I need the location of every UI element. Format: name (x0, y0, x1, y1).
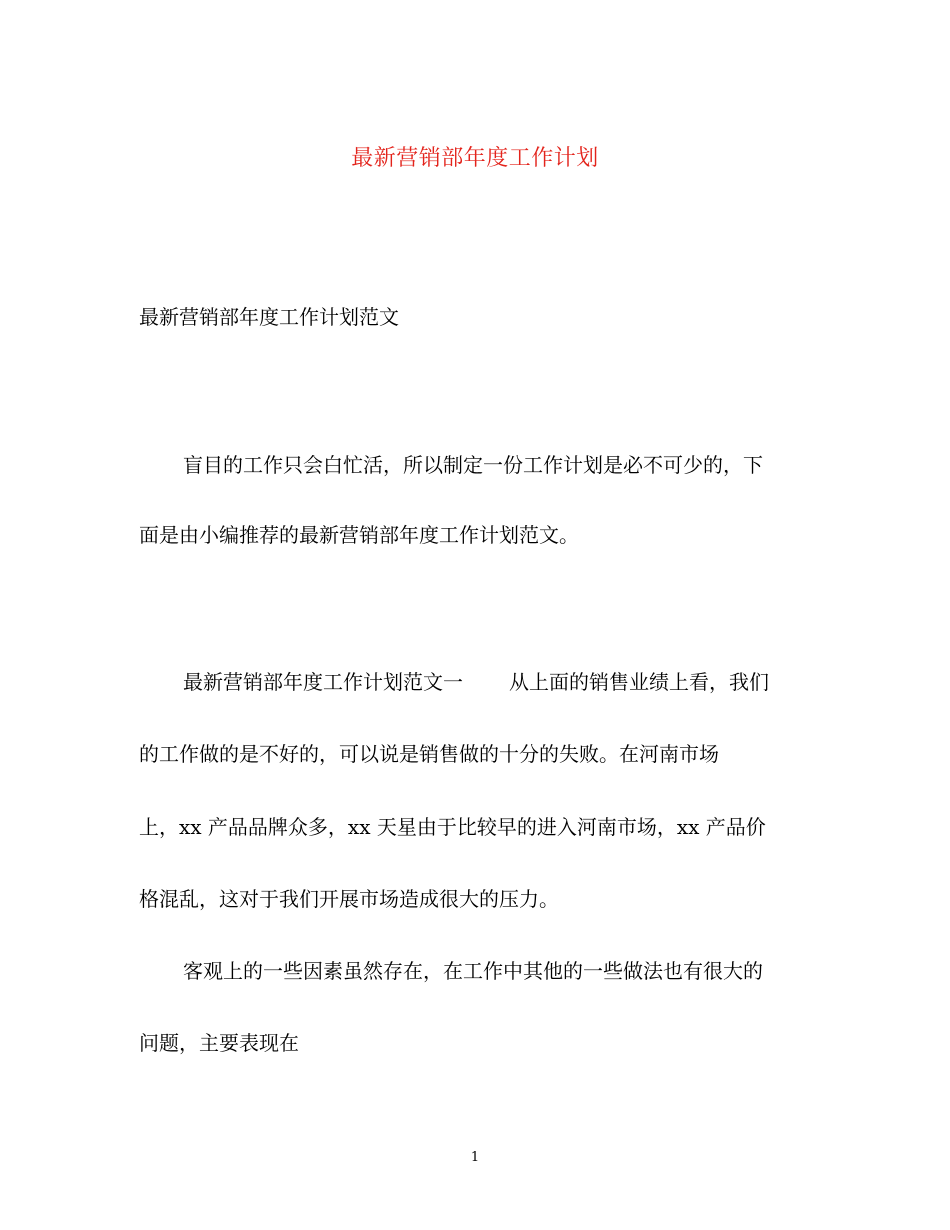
paragraph-3-line-2: 问题，主要表现在 (139, 1031, 299, 1055)
paragraph-2-line-1-text: 从上面的销售业绩上看，我们 (509, 670, 769, 694)
page-number: 1 (470, 1150, 480, 1165)
paragraph-2-line-3: 上，xx 产品品牌众多，xx 天星由于比较早的进入河南市场，xx 产品价 (139, 815, 766, 839)
document-subtitle: 最新营销部年度工作计划范文 (139, 305, 399, 329)
paragraph-1-line-2: 面是由小编推荐的最新营销部年度工作计划范文。 (139, 523, 579, 547)
document-title: 最新营销部年度工作计划 (351, 146, 599, 171)
section-heading: 最新营销部年度工作计划范文一 (183, 670, 463, 694)
paragraph-2-line-2: 的工作做的是不好的，可以说是销售做的十分的失败。在河南市场 (139, 742, 719, 766)
paragraph-2-line-4: 格混乱，这对于我们开展市场造成很大的压力。 (139, 887, 559, 911)
paragraph-2-line-1 (183, 668, 769, 696)
paragraph-3-line-1: 客观上的一些因素虽然存在，在工作中其他的一些做法也有很大的 (183, 959, 763, 983)
paragraph-1-line-1: 盲目的工作只会白忙活，所以制定一份工作计划是必不可少的，下 (183, 453, 763, 477)
